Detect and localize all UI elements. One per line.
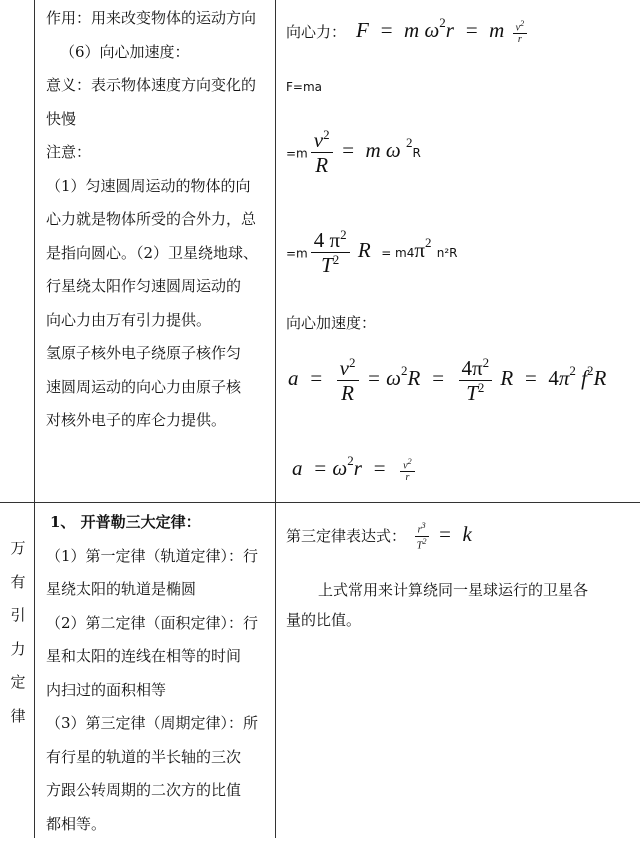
section2-left-text	[36, 506, 274, 841]
text-line: 作用：用来改变物体的运动方向	[46, 2, 274, 36]
text-line: 氢原子核外电子绕原子核作匀	[46, 337, 274, 371]
label-centripetal-force: 向心力：	[286, 23, 346, 41]
vertical-rule-middle	[275, 0, 276, 838]
formula-f-ma: F=ma	[286, 80, 322, 94]
category-label-gravitation	[0, 532, 36, 734]
text-line: 内扫过的面积相等	[46, 674, 274, 708]
text-line: 有行星的轨道的半长轴的三次	[46, 741, 274, 775]
text-line: 向心力由万有引力提供。	[46, 304, 274, 338]
formula-mv2-over-r: =m $\frac{v^2}{R}$ = m ω $^2$R	[286, 128, 421, 177]
category-char: 定	[0, 666, 36, 700]
label-centripetal-acceleration: 向心加速度：	[286, 312, 376, 333]
text-line: （6）向心加速度：	[46, 36, 274, 70]
text-line: 行星绕太阳作匀速圆周运动的	[46, 270, 274, 304]
text-line: （2）第二定律（面积定律）：行	[46, 607, 274, 641]
text-line: 星绕太阳的轨道是椭圆	[46, 573, 274, 607]
label-third-law: 第三定律表达式：	[286, 527, 406, 545]
prefix-m: =m	[286, 146, 308, 160]
note-line: 量的比值。	[286, 609, 361, 630]
text-line: 星和太阳的连线在相等的时间	[46, 640, 274, 674]
n2R: n²R	[437, 246, 458, 260]
note-line: 上式常用来计算绕同一星球运行的卫星各	[318, 579, 588, 600]
text-line: 对核外电子的库仑力提供。	[46, 404, 274, 438]
text-line: 心力就是物体所受的合外力，总	[46, 203, 274, 237]
text-line: （3）第三定律（周期定律）：所	[46, 707, 274, 741]
formula-centripetal-force	[286, 18, 530, 46]
prefix-m4: =m	[286, 246, 308, 260]
text-line: 是指向圆心。（2）卫星绕地球、	[46, 237, 274, 271]
category-char: 引	[0, 599, 36, 633]
section1-right-formulas	[278, 0, 640, 502]
text-line: 快慢	[46, 103, 274, 137]
category-char: 万	[0, 532, 36, 566]
text-line: （1）匀速圆周运动的物体的向	[46, 170, 274, 204]
category-char: 律	[0, 700, 36, 734]
formula-f-m-omega-r: F = m $\omega^2r = m$ $\frac{v^2}{r}$	[351, 18, 530, 42]
formula-4pi2-over-t2: =m $\frac{4 \pi^2}{T^2}$ $R = m4\pi^2$ n²R	[286, 228, 458, 277]
text-line: 注意：	[46, 136, 274, 170]
text-line: 都相等。	[46, 808, 274, 841]
text-line: 速圆周运动的向心力由原子核	[46, 371, 274, 405]
section2-right	[278, 503, 640, 838]
section1-left-text	[36, 2, 274, 438]
category-char: 力	[0, 633, 36, 667]
category-char: 有	[0, 566, 36, 600]
formula-acceleration-chain: a = $\frac{v^2}{R}$ = $\omega^2R$ = $\frac{4\pi^2}{T^2}$ $R = 4\pi^2$ $f^2R$	[288, 356, 606, 405]
text-line: 方跟公转周期的二次方的比值	[46, 774, 274, 808]
text-line: 1、 开普勒三大定律：	[46, 506, 274, 540]
formula-a-omega2-r: $a = \omega^2r$ = $\frac{v^2}{r}$	[292, 456, 418, 484]
mid-m4: = m4	[381, 246, 414, 260]
text-line: （1）第一定律（轨道定律）：行	[46, 540, 274, 574]
formula-third-law: 第三定律表达式： $\frac{r^3}{T^2}$ = k	[286, 521, 472, 552]
text-line: 意义：表示物体速度方向变化的	[46, 69, 274, 103]
